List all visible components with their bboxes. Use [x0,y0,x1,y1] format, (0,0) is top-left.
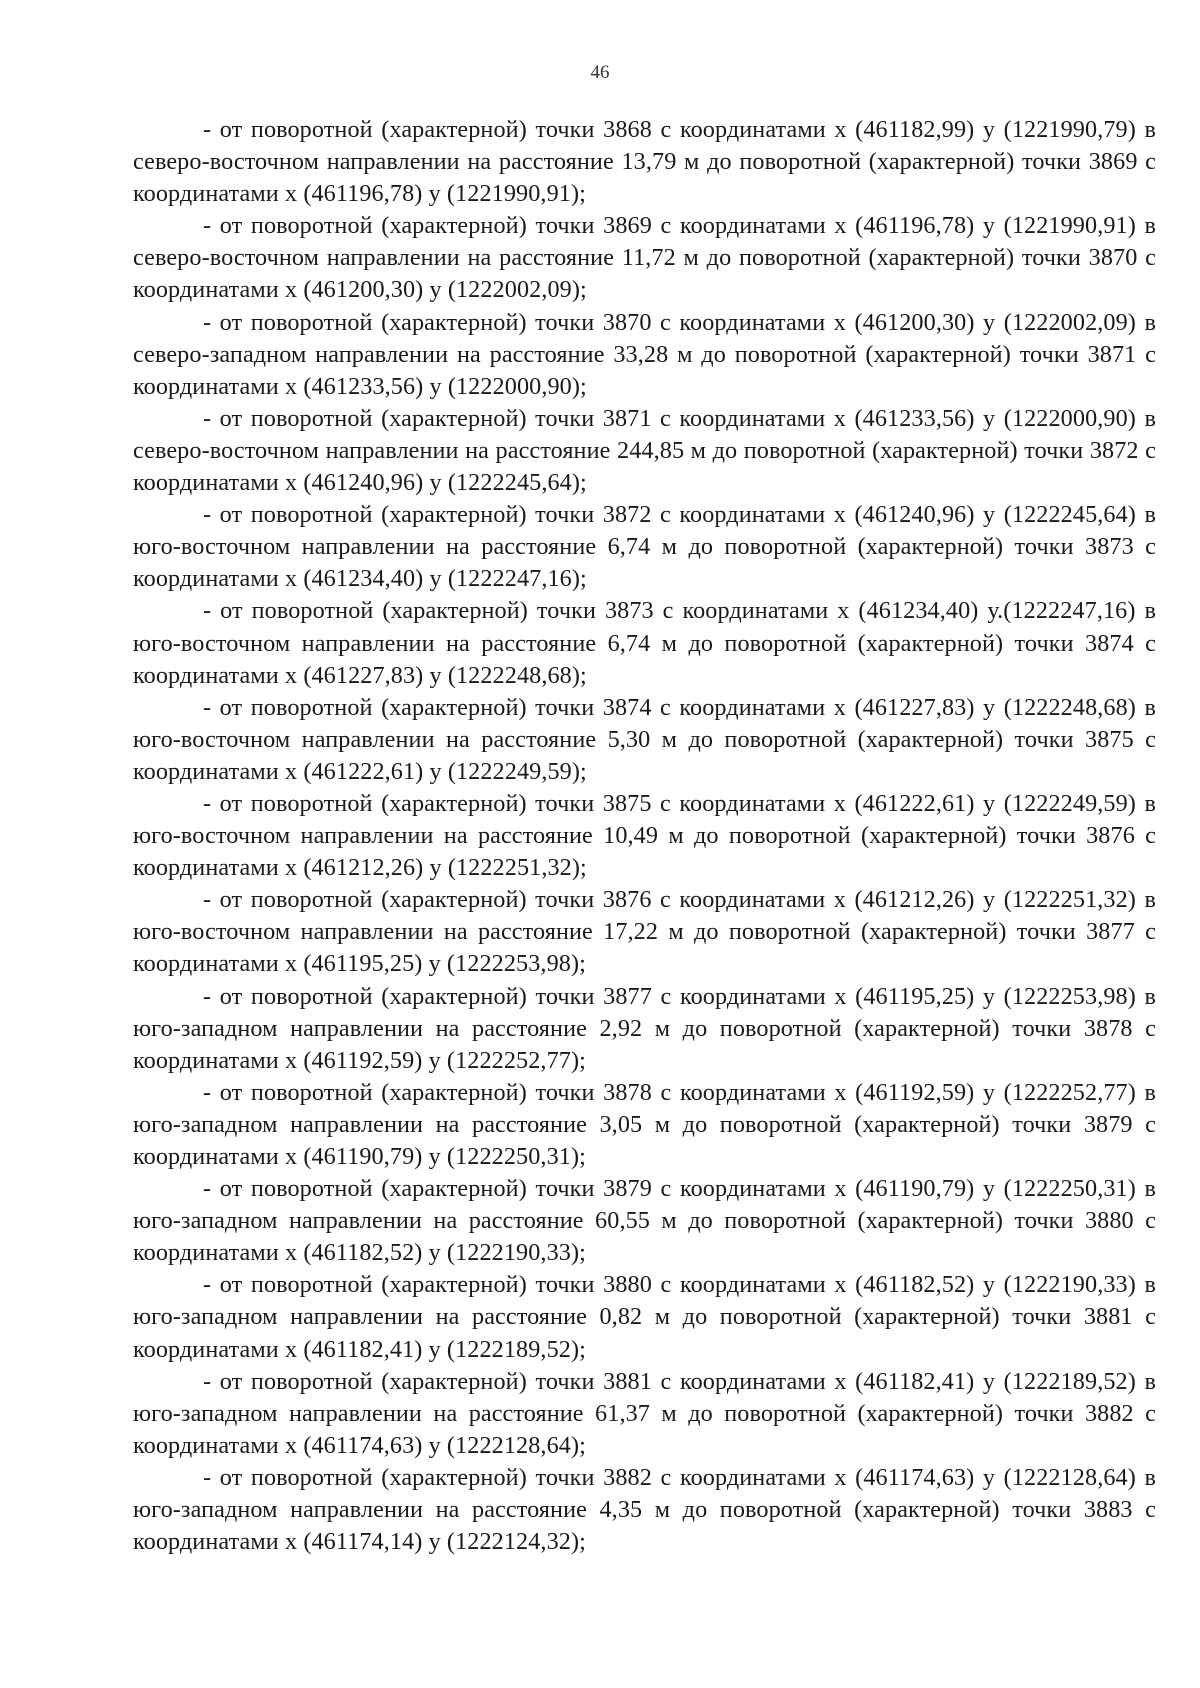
boundary-description [133,114,1156,1558]
boundary-segment-3869-3870: - от поворотной (характерной) точки 3869 с координатами х (461196,78) у (1221990,91) в северо-восточном направлении на расстояние 11,72 м до поворотной (характерной) точки 3870 с координатами х (461200,30) у (1222002,09); [133,212,1156,304]
boundary-segment-3881-3882: - от поворотной (характерной) точки 3881 с координатами х (461182,41) у (1222189,52) в юго-западном направлении на расстояние 61,37 м до поворотной (характерной) точки 3882 с координатами х (461174,63) у (1222128,64); [133,1367,1156,1459]
boundary-segment-3878-3879: - от поворотной (характерной) точки 3878 с координатами х (461192,59) у (1222252,77) в юго-западном направлении на расстояние 3,05 м до поворотной (характерной) точки 3879 с координатами х (461190,79) у (1222250,31); [133,1078,1156,1170]
boundary-segment-3880-3881: - от поворотной (характерной) точки 3880 с координатами х (461182,52) у (1222190,33) в юго-западном направлении на расстояние 0,82 м до поворотной (характерной) точки 3881 с координатами х (461182,41) у (1222189,52); [133,1271,1156,1363]
boundary-segment-3877-3878: - от поворотной (характерной) точки 3877 с координатами х (461195,25) у (1222253,98) в юго-западном направлении на расстояние 2,92 м до поворотной (характерной) точки 3878 с координатами х (461192,59) у (1222252,77); [133,982,1156,1074]
boundary-segment-3868-3869: - от поворотной (характерной) точки 3868 с координатами х (461182,99) у (1221990,79) в северо-восточном направлении на расстояние 13,79 м до поворотной (характерной) точки 3869 с координатами х (461196,78) у (1221990,91); [133,116,1156,208]
boundary-segment-3870-3871: - от поворотной (характерной) точки 3870 с координатами х (461200,30) у (1222002,09) в северо-западном направлении на расстояние 33,28 м до поворотной (характерной) точки 3871 с координатами х (461233,56) у (1222000,90); [133,308,1156,400]
boundary-segment-3879-3880: - от поворотной (характерной) точки 3879 с координатами х (461190,79) у (1222250,31) в юго-западном направлении на расстояние 60,55 м до поворотной (характерной) точки 3880 с координатами х (461182,52) у (1222190,33); [133,1175,1156,1267]
boundary-segment-3882-3883: - от поворотной (характерной) точки 3882 с координатами х (461174,63) у (1222128,64) в юго-западном направлении на расстояние 4,35 м до поворотной (характерной) точки 3883 с координатами х (461174,14) у (1222124,32); [133,1463,1156,1556]
boundary-segment-3872-3873: - от поворотной (характерной) точки 3872 с координатами х (461240,96) у (1222245,64) в юго-восточном направлении на расстояние 6,74 м до поворотной (характерной) точки 3873 с координатами х (461234,40) у (1222247,16); [133,501,1156,593]
boundary-segment-3871-3872: - от поворотной (характерной) точки 3871 с координатами х (461233,56) у (1222000,90) в северо-восточном направлении на расстояние 244,85 м до поворотной (характерной) точки 3872 с координатами х (461240,96) у (1222245,64); [133,404,1156,497]
boundary-segment-3875-3876: - от поворотной (характерной) точки 3875 с координатами х (461222,61) у (1222249,59) в юго-восточном направлении на расстояние 10,49 м до поворотной (характерной) точки 3876 с координатами х (461212,26) у (1222251,32); [133,789,1156,882]
boundary-segment-3874-3875: - от поворотной (характерной) точки 3874 с координатами х (461227,83) у (1222248,68) в юго-восточном направлении на расстояние 5,30 м до поворотной (характерной) точки 3875 с координатами х (461222,61) у (1222249,59); [133,693,1156,785]
boundary-segment-3876-3877: - от поворотной (характерной) точки 3876 с координатами х (461212,26) у (1222251,32) в юго-восточном направлении на расстояние 17,22 м до поворотной (характерной) точки 3877 с координатами х (461195,25) у (1222253,98); [133,886,1156,978]
page-number: 46 [590,62,610,83]
boundary-segment-3873-3874: - от поворотной (характерной) точки 3873 с координатами х (461234,40) у.(1222247,16) в юго-восточном направлении на расстояние 6,74 м до поворотной (характерной) точки 3874 с координатами х (461227,83) у (1222248,68); [133,597,1156,689]
